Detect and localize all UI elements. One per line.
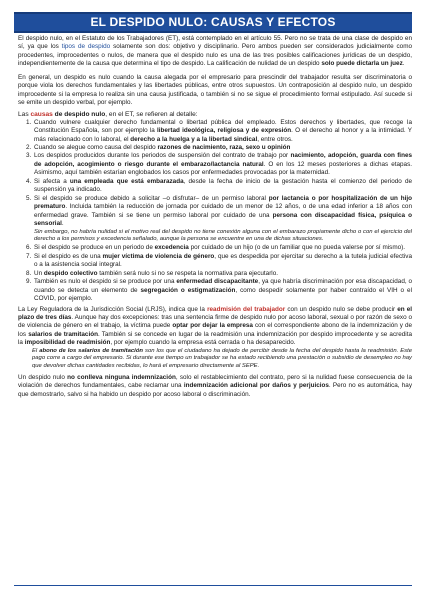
cause-bold: enfermedad discapacitante: [176, 278, 259, 286]
cause-item: [33, 195, 412, 244]
intro-paragraph: [18, 35, 412, 69]
lrjs-bold: en el plazo de tres días: [18, 305, 412, 321]
cause-bold: nacimiento, adopción, guarda con fines de adopción, acogimiento o riesgo durante el embarazo/lactancia natural: [34, 152, 413, 168]
cause-text: Si el despido es de una: [34, 252, 103, 260]
causes-heading-highlight: causas: [30, 110, 53, 118]
cause-bold: excedencia: [154, 244, 189, 252]
final-paragraph: [18, 374, 412, 399]
cause-note: Sin embargo, no habría nulidad si el motivo real del despido no tiene conexión alguna con el embarazo propiamente dicho o con el ejercicio del derecho a los permisos y excedencia señalado, aunque la persona se encuentre en una de dichas situaciones.: [34, 228, 412, 242]
cause-text: Si el despido se produce en un periodo de: [34, 244, 155, 252]
salarios-note: [32, 348, 412, 370]
lrjs-bold: imposibilidad de readmisión: [24, 339, 111, 347]
note-bold: abono de los salarios de tramitación: [39, 347, 144, 354]
cause-text: .: [61, 220, 64, 228]
intro-text: El despido nulo, en el Estatuto de los Trabajadores (ET), está contemplado en el artículo 55. Pero no se trata de una clase de despido en sí, ya que los: [18, 35, 412, 51]
salarios-note-text: [32, 348, 412, 370]
intro-text: .: [402, 60, 405, 68]
cause-bold: por lactancia o por hospitalización de un hijo prematuro: [34, 194, 412, 211]
link-tipos-de-despido[interactable]: tipos de despido: [61, 43, 111, 51]
cause-text: Los despidos producidos durante los periodos de suspensión del contrato de trabajo por: [34, 152, 291, 160]
lrjs-text: La Ley Reguladora de la Jurisdicción Social (LRJS), indica que la: [18, 305, 208, 313]
cause-bold: persona con discapacidad física, psíquica o sensorial: [34, 211, 413, 228]
lrjs-text: . También si se concede en lugar de la readmisión una indemnización por despido improcedente y se acredita la: [18, 330, 412, 347]
cause-text: Cuando se alegue como causa del despido: [34, 143, 158, 151]
lrjs-highlight: readmisión del trabajador: [207, 305, 286, 313]
final-text: . Pero no es automática, hay que demostrarlo, salvo si ha habido un despido por acoso laboral o discriminación.: [18, 382, 412, 398]
causes-heading-bold: de despido nulo: [52, 110, 106, 118]
cause-bold: derecho a la huelga y a la libertad sindical: [130, 135, 258, 143]
lrjs-text: con un despido nulo se debe producir: [285, 305, 398, 313]
cause-text: Un: [34, 269, 44, 277]
cause-text: , desde la fecha de inicio de la gestación hasta el comienzo del periodo de suspensión ya indicado.: [34, 177, 412, 194]
cause-text: . O en los 12 meses posteriores a dichas etapas. Asimismo, aquí también estarían englobados los casos por enfermedades provocadas por la maternidad.: [34, 160, 412, 177]
causes-heading-text: Las: [18, 110, 31, 118]
intro-bold: solo puede dictarla un juez: [321, 60, 403, 68]
cause-text: , entre otros.: [257, 135, 293, 143]
cause-text: Si afecta a: [34, 177, 70, 185]
lrjs-bold: optar por dejar la empresa: [172, 322, 253, 330]
cause-item: [33, 253, 412, 270]
bottom-divider: [14, 585, 412, 586]
lrjs-paragraph: [18, 306, 412, 348]
final-bold: no conlleva ninguna indemnización: [67, 373, 176, 381]
cause-item: [33, 152, 412, 177]
general-paragraph: En general, un despido es nulo cuando la causa alegada por el empresario para prescindir del trabajador resulta ser discriminatoria o porque viola los derechos fundamentales y las libertades públicas, entre otros supuestos. Un contraposición al despido nulo, un despido improcedente si la empresa lo realiza sin una causa justificada, o también si no se sigue el procedimiento formal estipulado. Así sucede si se emite un despido verbal, por ejemplo.: [18, 73, 412, 107]
cause-text: , que es despedida por ejercitar su derecho a la tutela judicial efectiva o a la asistencia social integral.: [34, 252, 413, 269]
lrjs-bold: salarios de tramitación: [28, 330, 98, 338]
cause-item: [33, 178, 412, 195]
cause-text: . Incluida también la reducción de jornada por cuidado de un menor de 12 años, o de una edad inferior a 18 años con enfermedad grave. También si se tiene un permiso laboral por cuidado de una: [34, 203, 412, 219]
cause-bold: mujer víctima de violencia de género: [102, 252, 215, 260]
cause-bold: segregación o estigmatización: [140, 286, 236, 294]
cause-bold: libertad ideológica, religiosa y de expresión: [157, 127, 292, 135]
document-title: EL DESPIDO NULO: CAUSAS Y EFECTOS: [14, 12, 412, 33]
cause-text: Cuando vulnere cualquier derecho fundamental o libertad pública del empleado. Estos derechos y libertades, que recoge la Constitución Española, son por ejemplo la: [34, 118, 412, 135]
cause-text: Si el despido se produce debido a solicitar –o disfrutar– de un permiso laboral: [34, 194, 269, 202]
document-body: [18, 35, 412, 399]
cause-text: También es nulo el despido si se produce por una: [34, 278, 177, 286]
cause-bold: razones de nacimiento, raza, sexo u opinión: [157, 143, 291, 151]
causes-heading: [18, 110, 412, 119]
cause-bold: una empleada que está embarazada: [69, 177, 184, 185]
final-text: , solo el restablecimiento del contrato, pero si la nulidad fuese consecuencia de la violación de derechos fundamentales, cabe reclamar una: [18, 373, 412, 390]
final-bold: indemnización adicional por daños y perjuicios: [183, 382, 329, 390]
cause-item: [33, 270, 412, 278]
cause-bold: despido colectivo: [43, 269, 98, 277]
lrjs-text: con el correspondiente abono de la indemnización y de los: [18, 322, 413, 338]
cause-item: [33, 244, 412, 252]
intro-text: solamente son dos: objetivo y disciplinario. Pero ambos pueden ser considerados judicialmente como procedentes, improcedentes o nulos, de manera que el despido nulo es una de las tres posibles calificaciones jurídicas de un despido, independientemente de la causa que determina el tipo de despido. La calificación de nulidad de un despido: [18, 43, 413, 68]
cause-text: , ya que habría discriminación por esa discapacidad, o cuando se detecta un elemento de: [34, 278, 412, 294]
causes-list: [18, 119, 412, 304]
cause-item: [33, 278, 412, 303]
cause-text: también será nulo si no se respeta la normativa para ejecutarlo.: [97, 269, 279, 277]
cause-text: por cuidado de un hijo (o de un familiar que no pueda valerse por sí mismo).: [188, 244, 406, 252]
note-text: El: [32, 347, 40, 354]
cause-text: . O el derecho al honor y a la intimidad. Y más relacionado con lo laboral, el: [34, 127, 412, 143]
cause-text: , como despedir solamente por haber contraído el VIH o el COVID, por ejemplo.: [34, 286, 412, 303]
cause-item: [33, 119, 412, 144]
lrjs-text: . Aunque hay dos excepciones: tras una sentencia firme de despido nulo por acoso laboral, sexual o por razón de sexo o de violencia de género en el trabajo, la víctima puede: [18, 313, 412, 330]
lrjs-text: , por ejemplo cuando la empresa está cerrada o ha desaparecido.: [110, 339, 296, 347]
note-text: son los que el ciudadano ha dejado de percibir desde la fecha del despido hasta la readmisión. Este pago corre a cargo del empresario. Si durante ese tiempo un trabajador se ha estado recibiendo una prestación o subsidio de desempleo no hay que devolver dichas cantidades recibidas, lo hará el empresario directamente al SEPE.: [32, 347, 413, 369]
final-text: Un despido nulo: [18, 373, 68, 381]
causes-heading-text: , en el ET, se refieren al detalle:: [105, 110, 198, 118]
cause-item: [33, 144, 412, 152]
